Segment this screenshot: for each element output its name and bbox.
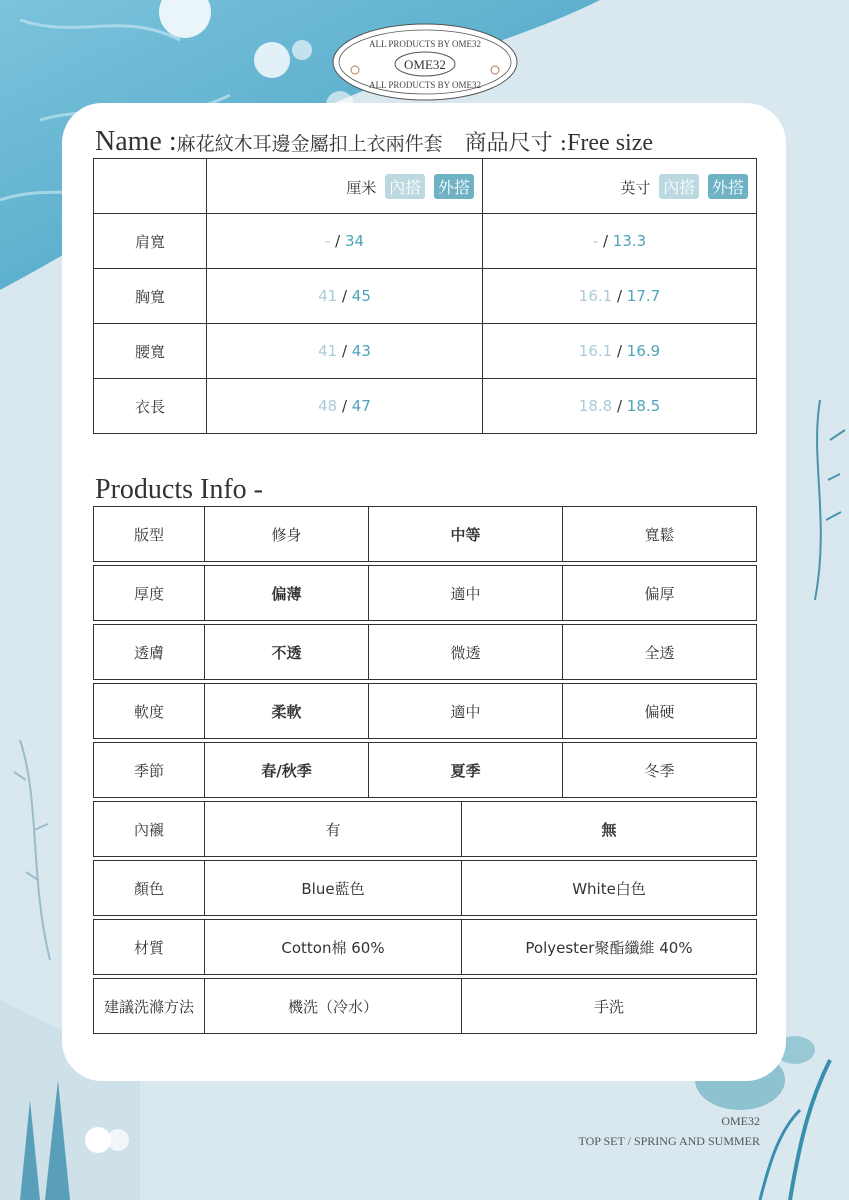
option-cell: 有 bbox=[205, 802, 462, 857]
option-cell: 適中 bbox=[369, 684, 563, 739]
inch-value: - / 13.3 bbox=[483, 214, 757, 269]
option-cell-selected: 柔軟 bbox=[205, 684, 369, 739]
table-row bbox=[94, 379, 757, 434]
row-label: 軟度 bbox=[94, 684, 205, 739]
option-cell: 修身 bbox=[205, 507, 369, 562]
inner-chip: 內搭 bbox=[659, 174, 699, 199]
row-label: 衣長 bbox=[94, 379, 207, 434]
outer-chip: 外搭 bbox=[708, 174, 748, 199]
size-table-header bbox=[94, 159, 757, 214]
cm-value: 41 / 45 bbox=[207, 269, 483, 324]
option-cell: 手洗 bbox=[462, 979, 757, 1034]
option-cell: 適中 bbox=[369, 566, 563, 621]
inch-label: 英寸 bbox=[620, 178, 651, 197]
option-cell-selected: 偏薄 bbox=[205, 566, 369, 621]
info-row-lining bbox=[93, 801, 757, 857]
table-row bbox=[94, 269, 757, 324]
footer-subtitle: TOP SET / SPRING AND SUMMER bbox=[578, 1134, 760, 1148]
info-row-softness bbox=[93, 683, 757, 739]
row-label: 顏色 bbox=[94, 861, 205, 916]
size-value: Free size bbox=[567, 130, 654, 156]
option-cell-selected: 無 bbox=[462, 802, 757, 857]
product-title-line bbox=[95, 126, 755, 160]
option-cell: 偏硬 bbox=[563, 684, 757, 739]
brand-logo bbox=[330, 22, 520, 102]
option-cell: 偏厚 bbox=[563, 566, 757, 621]
row-label: 季節 bbox=[94, 743, 205, 798]
option-cell: Cotton棉 60% bbox=[205, 920, 462, 975]
info-row-sheer bbox=[93, 624, 757, 680]
option-cell: 寬鬆 bbox=[563, 507, 757, 562]
logo-center: OME32 bbox=[404, 57, 446, 72]
products-info-title: Products Info - bbox=[95, 474, 263, 505]
option-cell: 微透 bbox=[369, 625, 563, 680]
cm-header bbox=[207, 159, 483, 214]
option-cell: 全透 bbox=[563, 625, 757, 680]
logo-arc-bottom: ALL PRODUCTS BY OME32 bbox=[368, 80, 482, 90]
name-label: Name : bbox=[95, 126, 177, 157]
logo-arc-top: ALL PRODUCTS BY OME32 bbox=[368, 39, 482, 49]
cm-label: 厘米 bbox=[346, 178, 377, 197]
info-row-wash bbox=[93, 978, 757, 1034]
option-cell-selected: 春/秋季 bbox=[205, 743, 369, 798]
info-row-season bbox=[93, 742, 757, 798]
row-label: 透膚 bbox=[94, 625, 205, 680]
empty-cell bbox=[94, 159, 207, 214]
size-table bbox=[93, 158, 757, 434]
option-cell-selected: 不透 bbox=[205, 625, 369, 680]
footer-brand: OME32 bbox=[721, 1114, 760, 1128]
option-cell-selected: 夏季 bbox=[369, 743, 563, 798]
option-cell: 機洗（冷水） bbox=[205, 979, 462, 1034]
option-cell: Blue藍色 bbox=[205, 861, 462, 916]
info-row-fit bbox=[93, 506, 757, 562]
row-label: 腰寬 bbox=[94, 324, 207, 379]
cm-value: - / 34 bbox=[207, 214, 483, 269]
cm-value: 48 / 47 bbox=[207, 379, 483, 434]
cm-value: 41 / 43 bbox=[207, 324, 483, 379]
option-cell: White白色 bbox=[462, 861, 757, 916]
inch-value: 16.1 / 16.9 bbox=[483, 324, 757, 379]
info-row-color bbox=[93, 860, 757, 916]
size-label: 商品尺寸 : bbox=[464, 131, 568, 156]
inch-value: 16.1 / 17.7 bbox=[483, 269, 757, 324]
row-label: 建議洗滌方法 bbox=[94, 979, 205, 1034]
row-label: 內襯 bbox=[94, 802, 205, 857]
option-cell-selected: 中等 bbox=[369, 507, 563, 562]
row-label: 厚度 bbox=[94, 566, 205, 621]
inch-header bbox=[483, 159, 757, 214]
table-row bbox=[94, 324, 757, 379]
inner-chip: 內搭 bbox=[385, 174, 425, 199]
option-cell: 冬季 bbox=[563, 743, 757, 798]
row-label: 版型 bbox=[94, 507, 205, 562]
inch-value: 18.8 / 18.5 bbox=[483, 379, 757, 434]
info-row-thickness bbox=[93, 565, 757, 621]
row-label: 肩寬 bbox=[94, 214, 207, 269]
row-label: 材質 bbox=[94, 920, 205, 975]
product-name: 麻花紋木耳邊金屬扣上衣兩件套 bbox=[176, 133, 443, 155]
table-row bbox=[94, 214, 757, 269]
row-label: 胸寬 bbox=[94, 269, 207, 324]
info-row-material bbox=[93, 919, 757, 975]
option-cell: Polyester聚酯纖維 40% bbox=[462, 920, 757, 975]
outer-chip: 外搭 bbox=[434, 174, 474, 199]
